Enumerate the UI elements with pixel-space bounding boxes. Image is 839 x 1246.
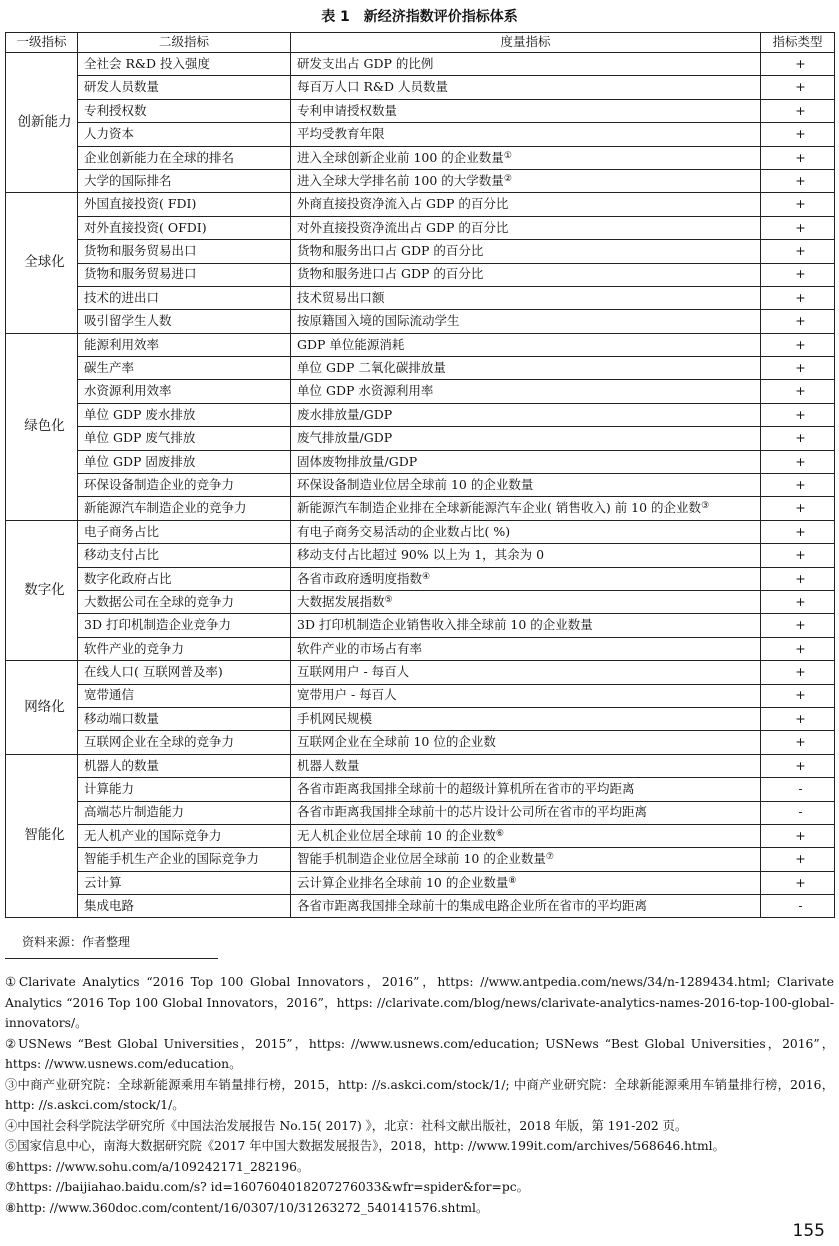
secondary-indicator-cell: 新能源汽车制造企业的竞争力 (78, 497, 291, 520)
secondary-indicator-cell: 全社会 R&D 投入强度 (78, 53, 291, 76)
table-body (6, 53, 835, 918)
secondary-indicator-cell: 人力资本 (78, 123, 291, 146)
measure-cell (291, 778, 761, 801)
measure-cell (291, 684, 761, 707)
indicator-type-cell: + (761, 216, 835, 239)
measure-text: 各省市距离我国排全球前十的集成电路企业所在省市的平均距离 (297, 898, 648, 913)
measure-cell (291, 567, 761, 590)
secondary-indicator-cell: 单位 GDP 废气排放 (78, 427, 291, 450)
measure-text: 新能源汽车制造企业排在全球新能源汽车企业( 销售收入) 前 10 的企业数 (297, 500, 702, 516)
table-row (6, 403, 835, 426)
secondary-indicator-cell: 在线人口( 互联网普及率) (78, 661, 291, 684)
primary-indicator-cell: 网络化 (6, 661, 78, 755)
footnote: ①Clarivate Analytics “2016 Top 100 Global Innovators，2016”，https: //www.antpedia.com/news/34/n-1289434.html; Clarivate Analytics “2016 Top 100 Global Innovators，2016”，https: //clarivate.com/blog/news/clarivate-analytics-names-2016-top-100-global-innovators/。 (5, 975, 834, 1030)
measure-text: 互联网企业在全球前 10 位的企业数 (297, 734, 496, 750)
table-row (6, 76, 835, 99)
measure-cell (291, 286, 761, 309)
secondary-indicator-cell: 专利授权数 (78, 99, 291, 122)
measure-cell (291, 193, 761, 216)
measure-text: 云计算企业排名全球前 10 的企业数量 (297, 874, 509, 890)
indicator-type-cell: + (761, 614, 835, 637)
footnote: ⑦https: //baijiahao.baidu.com/s? id=1607604018207276033&wfr=spider&for=pc。 (5, 1180, 529, 1194)
table-row (6, 895, 835, 918)
secondary-indicator-cell: 水资源利用效率 (78, 380, 291, 403)
measure-text: 智能手机制造企业位居全球前 10 的企业数量 (297, 851, 546, 867)
secondary-indicator-cell: 移动端口数量 (78, 707, 291, 730)
header-type: 指标类型 (761, 33, 835, 53)
measure-text: 研发支出占 GDP 的比例 (297, 55, 434, 71)
indicator-type-cell: + (761, 544, 835, 567)
measure-text: 平均受教育年限 (297, 126, 385, 142)
measure-text: 按原籍国入境的国际流动学生 (297, 313, 460, 329)
indicator-type-cell: + (761, 567, 835, 590)
measure-text: 每百万人口 R&D 人员数量 (297, 79, 449, 95)
measure-text: 软件产业的市场占有率 (297, 640, 423, 656)
measure-cell (291, 99, 761, 122)
measure-cell (291, 731, 761, 754)
indicator-type-cell: + (761, 240, 835, 263)
measure-text: 各省市距离我国排全球前十的芯片设计公司所在省市的平均距离 (297, 804, 648, 820)
table-row (6, 146, 835, 169)
measure-cell (291, 637, 761, 660)
measure-text: 进入全球创新企业前 100 的企业数量 (297, 149, 504, 165)
measure-text: 废气排放量/GDP (297, 430, 393, 446)
measure-cell (291, 450, 761, 473)
measure-text: 进入全球大学排名前 100 的大学数量 (297, 172, 504, 188)
measure-cell (291, 427, 761, 450)
indicator-type-cell: + (761, 169, 835, 192)
footnote: ③中商产业研究院：全球新能源乘用车销量排行榜，2015，http: //s.askci.com/stock/1/; 中商产业研究院：全球新能源乘用车销量排行榜，2016，http: //s.askci.com/stock/1/。 (5, 1077, 834, 1112)
indicator-type-cell: + (761, 123, 835, 146)
indicator-type-cell: + (761, 357, 835, 380)
secondary-indicator-cell: 软件产业的竞争力 (78, 637, 291, 660)
secondary-indicator-cell: 高端芯片制造能力 (78, 801, 291, 824)
table-row (6, 310, 835, 333)
indicator-type-cell: + (761, 754, 835, 777)
measure-cell (291, 380, 761, 403)
measure-text: 有电子商务交易活动的企业数占比( %) (297, 523, 511, 539)
secondary-indicator-cell: 无人机产业的国际竞争力 (78, 824, 291, 847)
indicator-type-cell: + (761, 333, 835, 356)
table-row (6, 801, 835, 824)
measure-cell (291, 333, 761, 356)
measure-text: 专利申请授权数量 (297, 102, 398, 118)
table-row (6, 427, 835, 450)
measure-cell (291, 240, 761, 263)
indicator-type-cell: + (761, 848, 835, 871)
indicator-type-cell: + (761, 474, 835, 497)
secondary-indicator-cell: 数字化政府占比 (78, 567, 291, 590)
measure-cell (291, 146, 761, 169)
table-row (6, 263, 835, 286)
table-row (6, 450, 835, 473)
measure-text: 单位 GDP 水资源利用率 (297, 383, 434, 399)
measure-cell (291, 123, 761, 146)
measure-cell (291, 263, 761, 286)
indicator-type-cell: + (761, 76, 835, 99)
measure-text: 无人机企业位居全球前 10 的企业数 (297, 827, 496, 843)
table-header-row (6, 33, 835, 53)
table-row (6, 614, 835, 637)
measure-text: 外商直接投资净流入占 GDP 的百分比 (297, 196, 509, 212)
measure-text: 各省市距离我国排全球前十的超级计算机所在省市的平均距离 (297, 781, 635, 797)
secondary-indicator-cell: 互联网企业在全球的竞争力 (78, 731, 291, 754)
measure-cell (291, 614, 761, 637)
primary-indicator-cell: 全球化 (6, 193, 78, 333)
footnote-marker: ⑦ (545, 852, 554, 863)
measure-cell (291, 661, 761, 684)
table-row (6, 169, 835, 192)
table-row (6, 848, 835, 871)
indicator-type-cell: + (761, 497, 835, 520)
table-row (6, 286, 835, 309)
measure-cell (291, 848, 761, 871)
secondary-indicator-cell: 企业创新能力在全球的排名 (78, 146, 291, 169)
measure-text: 固体废物排放量/GDP (297, 453, 418, 469)
measure-text: 3D 打印机制造企业销售收入排全球前 10 的企业数量 (297, 617, 593, 633)
indicator-type-cell: + (761, 380, 835, 403)
measure-text: 机器人数量 (297, 757, 360, 773)
secondary-indicator-cell: 机器人的数量 (78, 754, 291, 777)
measure-text: 对外直接投资净流出占 GDP 的百分比 (297, 219, 509, 235)
table-row (6, 590, 835, 613)
table-row (6, 474, 835, 497)
measure-text: 货物和服务出口占 GDP 的百分比 (297, 243, 484, 259)
secondary-indicator-cell: 智能手机生产企业的国际竞争力 (78, 848, 291, 871)
table-row (6, 333, 835, 356)
secondary-indicator-cell: 技术的进出口 (78, 286, 291, 309)
secondary-indicator-cell: 大学的国际排名 (78, 169, 291, 192)
footnote-marker: ② (503, 173, 512, 184)
table-row (6, 380, 835, 403)
measure-cell (291, 801, 761, 824)
footnote-marker: ③ (701, 501, 710, 512)
secondary-indicator-cell: 3D 打印机制造企业竞争力 (78, 614, 291, 637)
secondary-indicator-cell: 云计算 (78, 871, 291, 894)
footnote-marker: ④ (422, 571, 431, 582)
table-row (6, 637, 835, 660)
measure-cell (291, 895, 761, 918)
table-row (6, 497, 835, 520)
table-row (6, 824, 835, 847)
table-row (6, 684, 835, 707)
indicator-type-cell: + (761, 707, 835, 730)
measure-cell (291, 474, 761, 497)
measure-text: 宽带用户 - 每百人 (297, 687, 397, 703)
primary-indicator-cell: 智能化 (6, 754, 78, 918)
secondary-indicator-cell: 环保设备制造企业的竞争力 (78, 474, 291, 497)
table-row (6, 567, 835, 590)
indicator-type-cell: + (761, 427, 835, 450)
table-row (6, 707, 835, 730)
measure-cell (291, 824, 761, 847)
secondary-indicator-cell: 单位 GDP 废水排放 (78, 403, 291, 426)
measure-cell (291, 590, 761, 613)
secondary-indicator-cell: 对外直接投资( OFDI) (78, 216, 291, 239)
measure-cell (291, 403, 761, 426)
secondary-indicator-cell: 电子商务占比 (78, 520, 291, 543)
secondary-indicator-cell: 货物和服务贸易出口 (78, 240, 291, 263)
table-row (6, 123, 835, 146)
indicator-type-cell: + (761, 99, 835, 122)
indicator-type-cell: + (761, 450, 835, 473)
indicator-type-cell: + (761, 871, 835, 894)
indicator-type-cell: + (761, 310, 835, 333)
source-note: 资料来源：作者整理 (22, 935, 131, 949)
table-row (6, 778, 835, 801)
primary-indicator-cell: 绿色化 (6, 333, 78, 520)
secondary-indicator-cell: 外国直接投资( FDI) (78, 193, 291, 216)
indicator-type-cell: + (761, 824, 835, 847)
measure-cell (291, 216, 761, 239)
measure-text: 单位 GDP 二氧化碳排放量 (297, 360, 446, 376)
primary-indicator-cell: 创新能力 (6, 53, 78, 193)
measure-text: 各省市政府透明度指数 (297, 570, 423, 586)
table-row (6, 240, 835, 263)
measure-cell (291, 310, 761, 333)
measure-text: 移动支付占比超过 90% 以上为 1，其余为 0 (297, 547, 545, 563)
indicator-type-cell: - (761, 778, 835, 801)
footnote-marker: ⑥ (495, 828, 504, 839)
indicator-type-cell: + (761, 53, 835, 76)
header-measure: 度量指标 (291, 33, 761, 53)
measure-cell (291, 707, 761, 730)
secondary-indicator-cell: 研发人员数量 (78, 76, 291, 99)
secondary-indicator-cell: 宽带通信 (78, 684, 291, 707)
secondary-indicator-cell: 碳生产率 (78, 357, 291, 380)
measure-cell (291, 544, 761, 567)
table-row (6, 731, 835, 754)
indicator-type-cell: + (761, 590, 835, 613)
secondary-indicator-cell: 移动支付占比 (78, 544, 291, 567)
indicator-type-cell: + (761, 731, 835, 754)
table-row (6, 871, 835, 894)
footnote: ⑤国家信息中心，南海大数据研究院《2017 年中国大数据发展报告》，2018，http: //www.199it.com/archives/568646.html。 (5, 1139, 725, 1153)
measure-text: 环保设备制造业位居全球前 10 的企业数量 (297, 476, 534, 492)
measure-cell (291, 871, 761, 894)
measure-cell (291, 497, 761, 520)
measure-text: 技术贸易出口额 (297, 289, 385, 305)
secondary-indicator-cell: 能源利用效率 (78, 333, 291, 356)
footnote: ②USNews “Best Global Universities，2015”，https: //www.usnews.com/education; USNews “Best Global Universities，2016”，https: //www.usnews.com/education。 (5, 1036, 834, 1071)
footnote: ⑥https: //www.sohu.com/a/109242171_282196。 (5, 1159, 310, 1174)
footnote-marker: ⑧ (508, 875, 517, 886)
secondary-indicator-cell: 单位 GDP 固废排放 (78, 450, 291, 473)
measure-cell (291, 76, 761, 99)
footnote-marker: ⑤ (384, 594, 393, 605)
secondary-indicator-cell: 计算能力 (78, 778, 291, 801)
footnote-marker: ① (503, 150, 512, 161)
measure-text: GDP 单位能源消耗 (297, 336, 405, 352)
table-row (6, 544, 835, 567)
header-secondary: 二级指标 (78, 33, 291, 53)
table-row (6, 53, 835, 76)
secondary-indicator-cell: 货物和服务贸易进口 (78, 263, 291, 286)
indicator-type-cell: + (761, 403, 835, 426)
table-row (6, 661, 835, 684)
indicator-type-cell: + (761, 684, 835, 707)
table-row (6, 193, 835, 216)
footnote-divider (5, 958, 218, 959)
measure-text: 货物和服务进口占 GDP 的百分比 (297, 266, 484, 282)
measure-cell (291, 357, 761, 380)
indicator-type-cell: + (761, 286, 835, 309)
indicator-type-cell: - (761, 801, 835, 824)
measure-cell (291, 169, 761, 192)
indicator-type-cell: + (761, 661, 835, 684)
indicator-type-cell: + (761, 520, 835, 543)
table-row (6, 216, 835, 239)
table-row (6, 99, 835, 122)
measure-text: 手机网民规模 (297, 710, 373, 726)
secondary-indicator-cell: 大数据公司在全球的竞争力 (78, 590, 291, 613)
table-row (6, 520, 835, 543)
secondary-indicator-cell: 吸引留学生人数 (78, 310, 291, 333)
measure-text: 互联网用户 - 每百人 (297, 664, 410, 680)
indicator-type-cell: + (761, 146, 835, 169)
page-number: 155 (792, 1221, 825, 1241)
secondary-indicator-cell: 集成电路 (78, 895, 291, 918)
footnotes (5, 972, 834, 1218)
table-title: 表 1 新经济指数评价指标体系 (321, 9, 518, 25)
indicator-type-cell: - (761, 895, 835, 918)
measure-cell (291, 754, 761, 777)
measure-text: 大数据发展指数 (297, 593, 385, 609)
indicator-table (5, 32, 835, 918)
table-row (6, 754, 835, 777)
footnote: ⑧http: //www.360doc.com/content/16/0307/10/31263272_540141576.shtml。 (5, 1200, 489, 1215)
table-row (6, 357, 835, 380)
measure-cell (291, 53, 761, 76)
primary-indicator-cell: 数字化 (6, 520, 78, 660)
measure-cell (291, 520, 761, 543)
indicator-type-cell: + (761, 193, 835, 216)
indicator-type-cell: + (761, 263, 835, 286)
header-primary: 一级指标 (6, 33, 78, 53)
measure-text: 废水排放量/GDP (297, 406, 393, 422)
indicator-type-cell: + (761, 637, 835, 660)
footnote: ④中国社会科学院法学研究所《中国法治发展报告 No.15( 2017) 》，北京：社科文献出版社，2018 年版，第 191-202 页。 (5, 1118, 688, 1133)
